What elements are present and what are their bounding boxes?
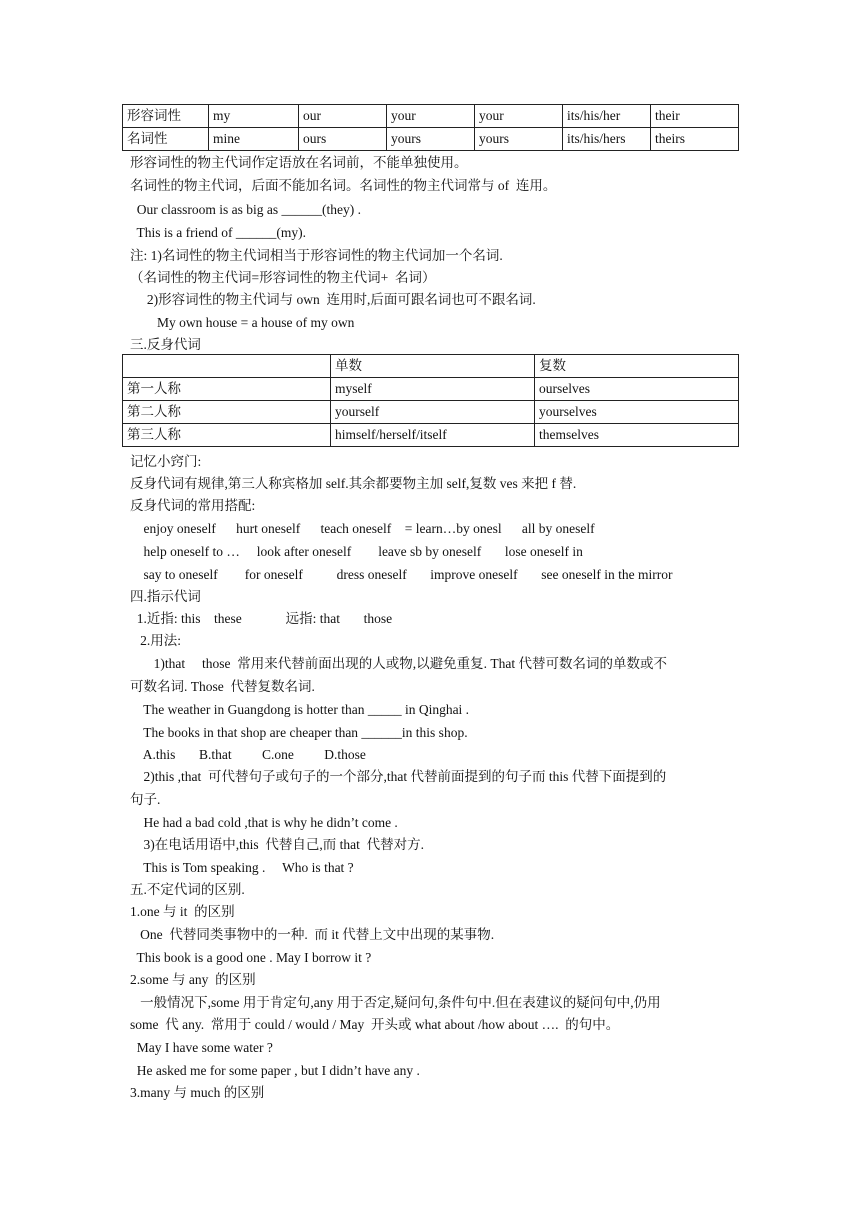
table-cell: your xyxy=(475,105,563,128)
table-cell: 形容词性 xyxy=(123,105,209,128)
section-heading: 三.反身代词 xyxy=(130,337,201,352)
table-cell: 第三人称 xyxy=(123,424,331,447)
table-cell: my xyxy=(209,105,299,128)
text-line: One 代替同类事物中的一种. 而 it 代替上文中出现的某事物. xyxy=(130,927,495,942)
table-header-cell: 单数 xyxy=(331,355,535,378)
section-heading: 四.指示代词 xyxy=(130,589,201,604)
text-line: 2.用法: xyxy=(130,633,182,648)
note-line: 注: 1)名词性的物主代词相当于形容词性的物主代词加一个名词. xyxy=(130,248,503,263)
text-line: 1.近指: this these 远指: that those xyxy=(130,611,393,626)
table-cell: your xyxy=(387,105,475,128)
example-sentence: Our classroom is as big as ______(they) . xyxy=(130,202,361,217)
text-line: 句子. xyxy=(130,792,161,807)
example-sentence: The books in that shop are cheaper than ______in this shop. xyxy=(130,725,468,740)
table-cell: their xyxy=(651,105,739,128)
collocation-line: enjoy oneself hurt oneself teach oneself = learn…by onesl all by oneself xyxy=(130,521,595,536)
text-line: 反身代词的常用搭配: xyxy=(130,498,256,513)
possessive-pronoun-table xyxy=(122,104,739,151)
table-cell: its/his/hers xyxy=(563,128,651,151)
table-cell: theirs xyxy=(651,128,739,151)
table-cell: himself/herself/itself xyxy=(331,424,535,447)
section-heading: 五.不定代词的区别. xyxy=(130,882,245,897)
text-line: 反身代词有规律,第三人称宾格加 self.其余都要物主加 self,复数 ves 来把 f 替. xyxy=(130,476,577,491)
example-sentence: He had a bad cold ,that is why he didn’t come . xyxy=(130,815,398,830)
table-cell: ourselves xyxy=(535,378,739,401)
subsection-heading: 1.one 与 it 的区别 xyxy=(130,904,235,919)
table-cell: myself xyxy=(331,378,535,401)
table-header-cell xyxy=(123,355,331,378)
table-cell: our xyxy=(299,105,387,128)
example-sentence: This is Tom speaking . Who is that ? xyxy=(130,860,354,875)
text-line: 可数名词. Those 代替复数名词. xyxy=(130,679,315,694)
table-row xyxy=(123,355,739,378)
example-sentence: My own house = a house of my own xyxy=(130,315,355,330)
table-row xyxy=(123,378,739,401)
text-line: 2)this ,that 可代替句子或句子的一个部分,that 代替前面提到的句子而 this 代替下面提到的 xyxy=(130,769,667,784)
table-cell: 第一人称 xyxy=(123,378,331,401)
example-sentence: This book is a good one . May I borrow it ? xyxy=(130,950,372,965)
text-line: 3)在电话用语中,this 代替自己,而 that 代替对方. xyxy=(130,837,424,852)
note-line: 2)形容词性的物主代词与 own 连用时,后面可跟名词也可不跟名词. xyxy=(130,292,536,307)
table-row xyxy=(123,128,739,151)
text-line: 记忆小窍门: xyxy=(130,454,202,469)
table-cell: its/his/her xyxy=(563,105,651,128)
collocation-line: help oneself to … look after oneself leave sb by oneself lose oneself in xyxy=(130,544,583,559)
example-sentence: May I have some water ? xyxy=(130,1040,273,1055)
text-line: 1)that those 常用来代替前面出现的人或物,以避免重复. That 代替可数名词的单数或不 xyxy=(130,656,667,671)
table-cell: mine xyxy=(209,128,299,151)
table-cell: yourself xyxy=(331,401,535,424)
table-cell: 第二人称 xyxy=(123,401,331,424)
example-sentence: The weather in Guangdong is hotter than _____ in Qinghai . xyxy=(130,702,470,717)
table-cell: ours xyxy=(299,128,387,151)
text-line: some 代 any. 常用于 could / would / May 开头或 what about /how about …. 的句中。 xyxy=(130,1017,620,1032)
table-cell: yours xyxy=(387,128,475,151)
subsection-heading: 2.some 与 any 的区别 xyxy=(130,972,256,987)
example-sentence: He asked me for some paper , but I didn’t have any . xyxy=(130,1063,420,1078)
table-row xyxy=(123,401,739,424)
text-line: 一般情况下,some 用于肯定句,any 用于否定,疑问句,条件句中.但在表建议的疑问句中,仍用 xyxy=(130,995,661,1010)
collocation-line: say to oneself for oneself dress oneself improve oneself see oneself in the mirror xyxy=(130,567,673,582)
table-cell: yours xyxy=(475,128,563,151)
table-cell: themselves xyxy=(535,424,739,447)
answer-options: A.this B.that C.one D.those xyxy=(130,747,366,762)
table-cell: 名词性 xyxy=(123,128,209,151)
table-row xyxy=(123,105,739,128)
subsection-heading: 3.many 与 much 的区别 xyxy=(130,1085,265,1100)
text-line: 形容词性的物主代词作定语放在名词前，不能单独使用。 xyxy=(130,155,468,170)
reflexive-pronoun-table xyxy=(122,354,739,447)
table-cell: yourselves xyxy=(535,401,739,424)
example-sentence: This is a friend of ______(my). xyxy=(130,225,306,240)
table-header-cell: 复数 xyxy=(535,355,739,378)
text-line: 名词性的物主代词，后面不能加名词。名词性的物主代词常与 of 连用。 xyxy=(130,178,557,193)
table-row xyxy=(123,424,739,447)
note-line: （名词性的物主代词=形容词性的物主代词+ 名词） xyxy=(130,270,436,285)
